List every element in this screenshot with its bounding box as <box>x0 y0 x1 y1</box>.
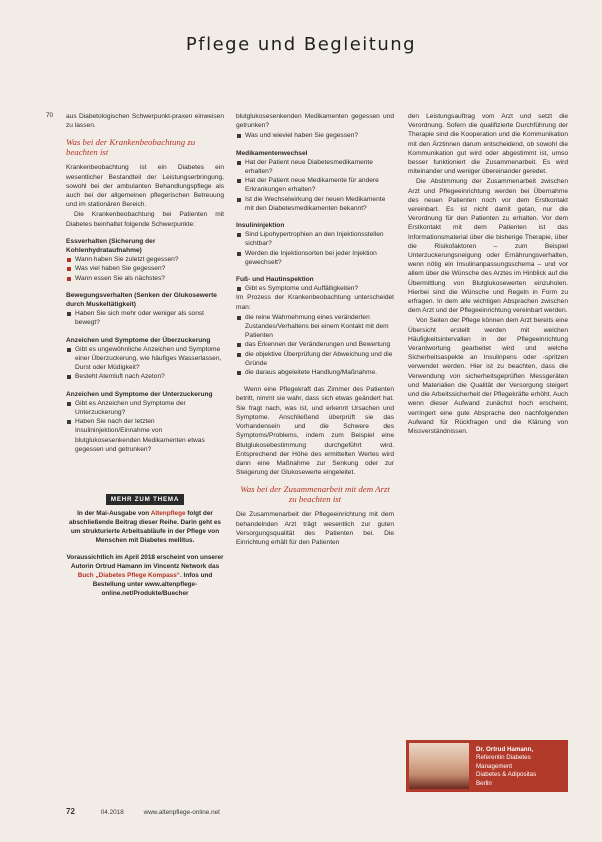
author-line: Referentin Diabetes <box>476 754 531 762</box>
list-item: Wann haben Sie zuletzt gegessen? <box>66 255 224 264</box>
info-box <box>66 494 224 598</box>
subheading: Was bei der Krankenbeobachtung zu beachten ist <box>66 137 196 158</box>
list-item: Was viel haben Sie gegessen? <box>66 264 224 273</box>
bullet-list <box>236 284 394 293</box>
brand-link[interactable]: Altenpflege <box>150 510 186 518</box>
paragraph: Krankenbeobachtung ist ein Diabetes ein wesentlicher Bestandteil der Leistungserbringung, sowohl bei der ambulanten Behandlungspflege als auch bei der allgemeinen pflegerischen Betreuung und im stationären Bereich. <box>66 164 224 209</box>
info-text: Infos und Bestellung unter www.altenpflege-online.net/Produkte/Buecher <box>92 572 213 598</box>
paragraph: blutglukosesenkenden Medikamenten gegessen und getrunken? <box>236 113 394 130</box>
list-heading: Essverhalten (Sicherung der Kohlenhydrataufnahme) <box>66 237 156 255</box>
list-item: Haben Sie sich mehr oder weniger als sonst bewegt? <box>66 309 224 327</box>
column-2 <box>236 112 394 548</box>
info-box-text <box>66 509 224 545</box>
info-text: folgt der abschließende Beitrag dieser Reihe. Darin geht es um strukturierte Arbeitsabläufe in der Pflege von Menschen mit Diabetes mellitus. <box>68 510 221 545</box>
list-item: Wann essen Sie als nächstes? <box>66 274 224 283</box>
author-line: Diabetes & Adipositas <box>476 771 537 779</box>
info-text: In der Mai-Ausgabe von <box>77 510 151 518</box>
paragraph: Im Prozess der Krankenbeobachtung unterscheidet man: <box>236 294 394 311</box>
paragraph: Die Krankenbeobachtung bei Patienten mit Diabetes beinhaltet folgende Schwerpunkte: <box>66 211 224 228</box>
issue-label: 04.2018 <box>100 809 124 816</box>
info-box-text <box>66 553 224 598</box>
bullet-list <box>236 313 394 377</box>
list-item: Werden die Injektionsorten bei jeder Injektion gewechselt? <box>236 249 394 267</box>
list-item: die reine Wahrnehmung eines veränderten Zustandes/Verhaltens bei einem Kontakt mit dem Patienten <box>236 313 394 341</box>
list-item: die objektive Überprüfung der Abweichung und die Gründe <box>236 350 394 368</box>
list-heading: Insulininjektion <box>236 222 285 230</box>
list-item: Haben Sie nach der letzten Insulininjektion/Einnahme von blutglukosesenkenden Medikamenten etwas gegessen und getrunken? <box>66 417 224 454</box>
bullet-list <box>66 399 224 454</box>
margin-number: 70 <box>46 112 54 119</box>
page-footer <box>66 807 238 816</box>
list-heading: Bewegungsverhalten (Senken der Glukosewerte durch Muskeltätigkeit) <box>66 291 217 309</box>
list-item: die daraus abgeleitete Handlung/Maßnahme. <box>236 368 394 377</box>
list-item: Ist die Wechselwirkung der neuen Medikamente mit den Diabetesmedikamenten bekannt? <box>236 195 394 213</box>
author-photo <box>409 743 469 789</box>
paragraph: Von Seiten der Pflege können dem Arzt bereits eine Übersicht erstellt werden mit welchen Häufigkeitsintervallen in der Pflegeeinrichtung Verantwortung gearbeitet wird und welche Sicherheitsaspekte an Insulinpens oder -spritzen verwendet werden. Hier ist zu beachten, dass die Verwendung von sicherheitsgeprüften Messgeräten und Materialien die Qualität der Versorgung steigert und die Arbeitssicherheit der Pflegekräfte erhöht. Auch wenn dieser Aufwand zunächst hoch erscheint, verringert eine gute Absprache den nachfolgenden Aufwand für Rückfragen und die Klärung von Missverständnissen. <box>408 317 568 435</box>
list-item: Gibt es Anzeichen und Symptome der Unterzuckerung? <box>66 399 224 417</box>
author-box <box>406 740 568 792</box>
list-heading: Anzeichen und Symptome der Unterzuckerung <box>66 390 213 398</box>
list-item: Gibt es ungewöhnliche Anzeichen und Symptome einer Überzuckerung, wie häufiges Wasserlassen, Durst oder Müdigkeit? <box>66 345 224 373</box>
list-item: Sind Lipohypertrophien an den Injektionsstellen sichtbar? <box>236 230 394 248</box>
author-line: Management <box>476 762 513 770</box>
bullet-list <box>236 230 394 267</box>
info-box-tag: MEHR ZUM THEMA <box>106 494 184 505</box>
bullet-list <box>66 345 224 382</box>
paragraph: den Leistungsauftrag vom Arzt und setzt die Verordnung. Sofern die qualifizierte Durchführung der Therapie sind die Kooperation und die Kommunikation mit den Ärztinnen darum entscheidend, ob sowohl die Kommunikation gut wird oder abgestimmt ist, umso besser funktioniert die Zusammenarbeit. Es wird miteinander und weniger übereinander geredet. <box>408 113 568 176</box>
list-heading: Fuß- und Hautinspektion <box>236 276 314 284</box>
list-item: Gibt es Symptome und Auffälligkeiten? <box>236 284 394 293</box>
bullet-list <box>66 255 224 283</box>
paragraph: Die Abstimmung der Zusammenarbeit zwischen Arzt und Pflegeeinrichtung werden bei Übernahme des neuen Patienten noch vor dem Erstkontakt vereinbart. Es ist nicht damit getan, nur die Verordnung für den Patienten zu erhalten. Vor dem Erstkontakt mit dem Patienten ist das Informationsmaterial über die bisherige Therapie, über die Risikofaktoren – zum Beispiel Unterzuckerungsneigung oder Ernährungsverhalten, wenn nötig ein Insulinanpassungsschema – und vor allem über die Wünsche des Arztes im Hinblick auf die Übermittlung von Blutglukosewerten einzuholen. Hierbei sind die Wünsche und Regeln in Form zu erfragen. In dem alle wichtigen Absprachen zwischen dem Arzt und der Pflegeeinrichtung vereinbart werden. <box>408 178 568 315</box>
paragraph: aus Diabetologischen Schwerpunkt-praxen einweisen zu lassen. <box>66 113 224 130</box>
book-link[interactable]: Buch „Diabetes Pflege Kompass“. <box>77 572 182 580</box>
footer-url[interactable]: www.altenpflege-online.net <box>143 809 220 816</box>
list-item: Besteht Atemluft nach Azeton? <box>66 372 224 381</box>
list-item: Hat der Patient neue Diabetesmedikamente erhalten? <box>236 158 394 176</box>
list-item: Was und wieviel haben Sie gegessen? <box>236 131 394 140</box>
subheading: Was bei der Zusammenarbeit mit dem Arzt zu beachten ist <box>240 484 390 505</box>
column-1 <box>66 112 224 598</box>
author-info <box>476 746 566 788</box>
bullet-list <box>236 158 394 213</box>
column-3 <box>408 112 568 437</box>
list-heading: Anzeichen und Symptome der Überzuckerung <box>66 336 211 344</box>
list-heading: Medikamentenwechsel <box>236 149 308 157</box>
list-item: das Erkennen der Veränderungen und Bewertung <box>236 340 394 349</box>
bullet-list <box>236 131 394 140</box>
author-name: Dr. Ortrud Hamann, <box>476 746 534 753</box>
paragraph: Wenn eine Pflegekraft das Zimmer des Patienten betritt, nimmt sie wahr, dass sich etwas geändert hat. Sie fragt nach, was ist, und erkennt Ursachen und Symptome. Anschließend überprüft sie das Vorhandensein und die Schwere des Symptoms/Problems, indem zum Beispiel eine Blutglukosebestimmung durchgeführt wird. Entsprechend der Höhe des ermittelten Wertes wird dann eine Maßnahme zur Senkung oder zur Steigerung der Glukosewerte eingeleitet. <box>236 386 394 477</box>
bullet-list <box>66 309 224 327</box>
author-line: Berlin <box>476 779 492 787</box>
page-number: 72 <box>66 807 75 816</box>
info-text: Voraussichtlich im April 2018 erscheint von unserer Autorin Ortrud Hamann im Vincentz Network das <box>66 554 224 571</box>
page-title: Pflege und Begleitung <box>185 34 417 55</box>
paragraph: Die Zusammenarbeit der Pflegeeinrichtung mit dem behandelnden Arzt trägt wesentlich zur guten Versorgungsqualität des Patienten bei. Die Einrichtung erhält für den Patienten <box>236 511 394 546</box>
list-item: Hat der Patient neue Medikamente für andere Erkrankungen erhalten? <box>236 176 394 194</box>
